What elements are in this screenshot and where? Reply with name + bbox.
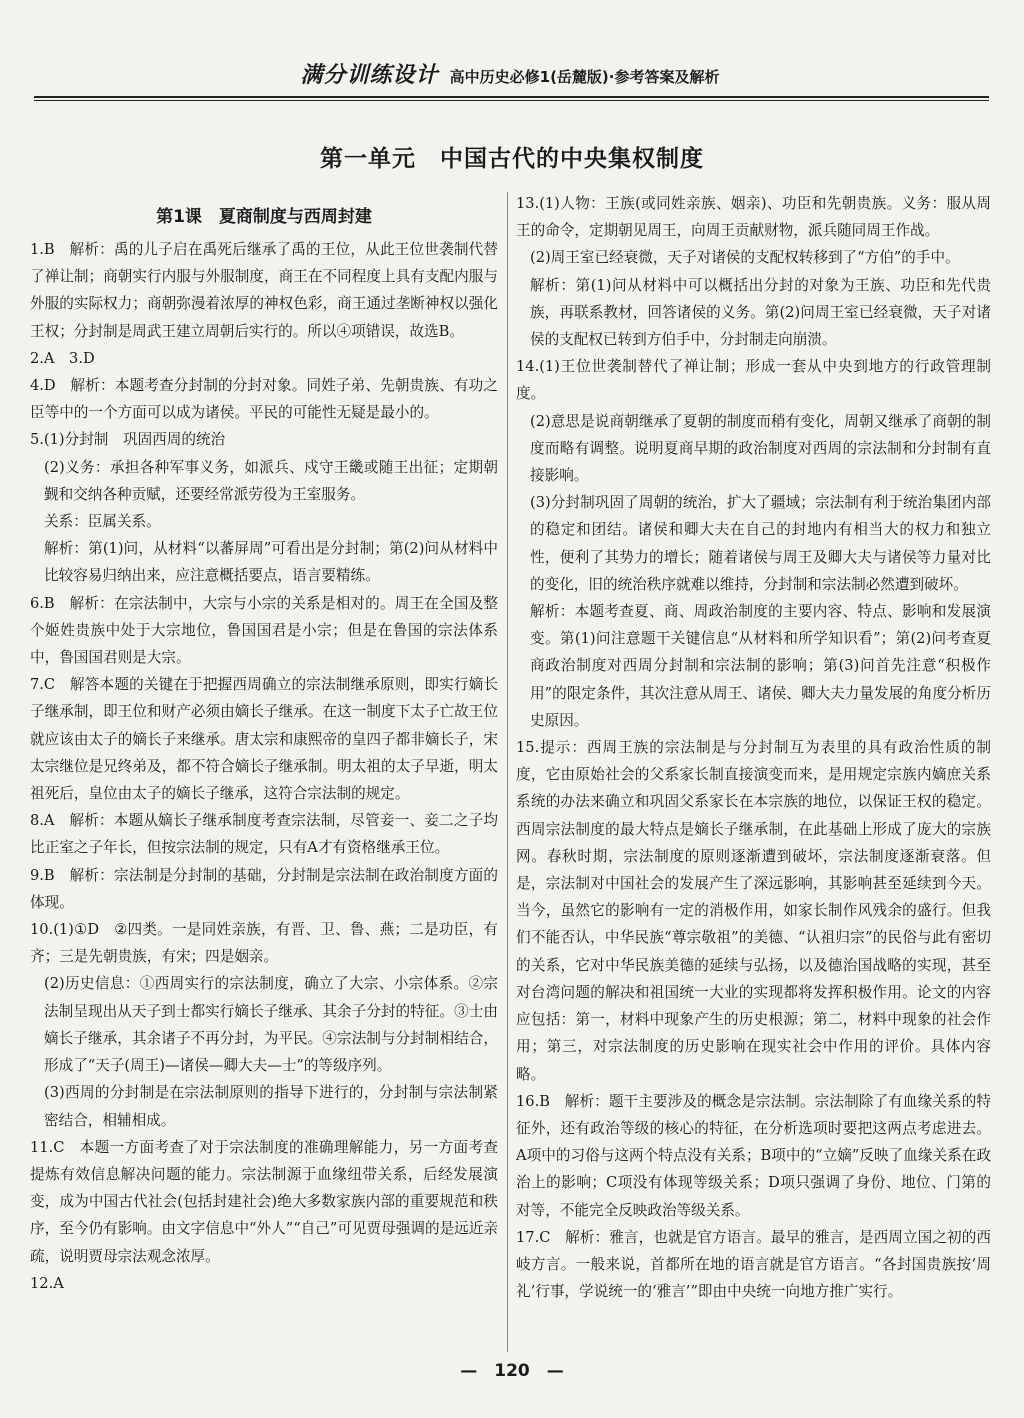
running-header <box>30 58 990 98</box>
unit-title: 第一单元 中国古代的中央集权制度 <box>320 146 704 172</box>
answer-item <box>516 190 991 353</box>
right-column <box>516 190 991 1305</box>
answer-paragraph: 14.(1)王位世袭制替代了禅让制；形成一套从中央到地方的行政管理制度。 <box>516 358 991 403</box>
answer-paragraph: 12.A <box>30 1274 64 1292</box>
answer-paragraph: 15.提示：西周王族的宗法制是与分封制互为表里的具有政治性质的制度，它由原始社会的父系家长制直接演变而来，是用规定宗族内嫡庶关系系统的办法来确立和巩固父系家长在本宗族的地位，以保证王权的稳定。西周宗法制度的最大特点是嫡长子继承制，在此基础上形成了庞大的宗族网。春秋时期，宗法制度的原则逐渐遭到破坏，宗法制度逐渐衰落。但是，宗法制对中国社会的发展产生了深远影响，其影响甚至延续到今天。当今，虽然它的影响有一定的消极作用，如家长制作风残余的盛行。但我们不能否认，中华民族“尊宗敬祖”的美德、“认祖归宗”的民俗与此有密切的关系，它对中华民族美德的延续与弘扬，以及德治国战略的实现，甚至对台湾问题的解决和祖国统一大业的实现都将发挥积极作用。论文的内容应包括：第一，材料中现象产生的历史根源；第二，材料中现象的社会作用；第三，对宗法制度的历史影响在现实社会中作用的评价。具体内容略。 <box>516 739 991 1083</box>
answer-paragraph: 9.B 解析：宗法制是分封制的基础，分封制是宗法制在政治制度方面的体现。 <box>30 866 498 911</box>
column-divider <box>507 192 508 1352</box>
answer-paragraph: 10.(1)①D ②四类。一是同姓亲族，有晋、卫、鲁、燕；二是功臣，有齐；三是先朝贵族，有宋；四是姻亲。 <box>30 921 498 966</box>
answer-paragraph: 11.C 本题一方面考查了对于宗法制度的准确理解能力，另一方面考查提炼有效信息解决问题的能力。宗法制源于血缘纽带关系，后经发展演变，成为中国古代社会(包括封建社会)绝大多数家族内部的重要规范和秩序，至今仍有影响。由文字信息中“外人”“自己”可见贾母强调的是远近亲疏，说明贾母宗法观念浓厚。 <box>30 1138 498 1265</box>
answer-item <box>30 807 498 861</box>
answer-item <box>30 345 498 372</box>
left-answer-list <box>30 236 498 1297</box>
right-answer-list <box>516 190 991 1305</box>
answer-paragraph: 2.A 3.D <box>30 349 95 367</box>
answer-item <box>30 671 498 807</box>
answer-paragraph: (2)意思是说商朝继承了夏朝的制度而稍有变化，周朝又继承了商朝的制度而略有调整。说明夏商早期的政治制度对西周的宗法制和分封制有直接影响。 <box>530 412 991 485</box>
answer-paragraph: 13.(1)人物：王族(或同姓亲族、姻亲)、功臣和先朝贵族。义务：服从周王的命令，定期朝见周王，向周王贡献财物，派兵随同周王作战。 <box>516 195 991 240</box>
lesson-title: 第1课 夏商制度与西周封建 <box>156 207 372 227</box>
answer-item <box>30 862 498 916</box>
answer-paragraph: 6.B 解析：在宗法制中，大宗与小宗的关系是相对的。周王在全国及整个姬姓贵族中处于大宗地位，鲁国国君是小宗；但是在鲁国的宗法体系中，鲁国国君则是大宗。 <box>30 594 498 667</box>
answer-item <box>516 734 991 1088</box>
answer-paragraph: 关系：臣属关系。 <box>44 513 161 531</box>
answer-item <box>30 426 498 589</box>
header-rule <box>34 96 989 101</box>
answer-item <box>30 590 498 672</box>
answer-item <box>30 236 498 345</box>
answer-item <box>516 1088 991 1224</box>
answer-paragraph: 5.(1)分封制 巩固西周的统治 <box>30 431 226 449</box>
brand-title: 满分训练设计 <box>300 63 439 88</box>
answer-paragraph: (2)周王室已经衰微，天子对诸侯的支配权转移到了“方伯”的手中。 <box>530 249 960 267</box>
answer-item <box>30 916 498 1134</box>
book-subtitle: 高中历史必修1(岳麓版)·参考答案及解析 <box>449 68 720 86</box>
page-number: — 120 — <box>460 1361 564 1381</box>
answer-paragraph: 1.B 解析：禹的儿子启在禹死后继承了禹的王位，从此王位世袭制代替了禅让制；商朝实行内服与外服制度，商王在不同程度上具有支配内服与外服的实际权力；商朝弥漫着浓厚的神权色彩，商王通过垄断神权以强化王权；分封制是周武王建立周朝后实行的。所以④项错误，故选B。 <box>30 241 498 340</box>
answer-item <box>30 1134 498 1270</box>
answer-paragraph: (2)义务：承担各种军事义务，如派兵、戍守王畿或随王出征；定期朝觐和交纳各种贡赋，还要经常派劳役为王室服务。 <box>44 458 498 503</box>
answer-paragraph: (3)西周的分封制是在宗法制原则的指导下进行的，分封制与宗法制紧密结合，相辅相成。 <box>44 1084 498 1129</box>
answer-item <box>516 353 991 734</box>
answer-paragraph: (3)分封制巩固了周朝的统治，扩大了疆域；宗法制有利于统治集团内部的稳定和团结。诸侯和卿大夫在自己的封地内有相当大的权力和独立性，便利了其势力的增长；随着诸侯与周王及卿大夫与诸侯等力量对比的变化，旧的统治秩序就难以维持，分封制和宗法制必然遭到破坏。 <box>530 494 991 593</box>
answer-paragraph: 8.A 解析：本题从嫡长子继承制度考查宗法制，尽管妾一、妾二之子均比正室之子年长，但按宗法制的规定，只有A才有资格继承王位。 <box>30 812 498 857</box>
answer-paragraph: 解析：本题考查夏、商、周政治制度的主要内容、特点、影响和发展演变。第(1)问注意题干关键信息“从材料和所学知识看”；第(2)问考查夏商政治制度对西周分封制和宗法制的影响；第(3)问首先注意“积极作用”的限定条件，其次注意从周王、诸侯、卿大夫力量发展的角度分析历史原因。 <box>530 603 991 729</box>
left-column <box>30 196 498 1297</box>
answer-paragraph: 解析：第(1)问，从材料“以蕃屏周”可看出是分封制；第(2)问从材料中比较容易归纳出来，应注意概括要点，语言要精练。 <box>44 540 498 585</box>
answer-paragraph: 7.C 解答本题的关键在于把握西周确立的宗法制继承原则，即实行嫡长子继承制，即王位和财产必须由嫡长子继承。在这一制度下太子亡故王位就应该由太子的嫡长子来继承。唐太宗和康熙帝的皇四子都非嫡长子，宋太宗继位是兄终弟及，都不符合嫡长子继承制。明太祖的太子早逝，明太祖死后，皇位由太子的嫡长子继承，这符合宗法制的规定。 <box>30 676 498 803</box>
answer-paragraph: 17.C 解析：雅言，也就是官方语言。最早的雅言，是西周立国之初的西岐方言。一般来说，首都所在地的语言就是官方语言。“各封国贵族按‘周礼’行事，学说统一的‘雅言’”即由中央统一向地方推广实行。 <box>516 1228 991 1301</box>
answer-paragraph: 4.D 解析：本题考查分封制的分封对象。同姓子弟、先朝贵族、有功之臣等中的一个方面可以成为诸侯。平民的可能性无疑是最小的。 <box>30 377 498 422</box>
answer-paragraph: 解析：第(1)问从材料中可以概括出分封的对象为王族、功臣和先代贵族，再联系教材，回答诸侯的义务。第(2)问周王室已经衰微，天子对诸侯的支配权已转到方伯手中，分封制走向崩溃。 <box>530 276 991 349</box>
answer-paragraph: (2)历史信息：①西周实行的宗法制度，确立了大宗、小宗体系。②宗法制呈现出从天子到士都实行嫡长子继承、其余子分封的特征。③士由嫡长子继承，其余诸子不再分封，为平民。④宗法制与分封制相结合，形成了“天子(周王)—诸侯—卿大夫—士”的等级序列。 <box>44 975 498 1075</box>
answer-item <box>30 1270 498 1297</box>
answer-item <box>516 1224 991 1306</box>
answer-paragraph: 16.B 解析：题干主要涉及的概念是宗法制。宗法制除了有血缘关系的特征外，还有政治等级的核心的特征，在分析选项时要把这两点考虑进去。A项中的习俗与这两个特点没有关系；B项中的“立嫡”反映了血缘关系在政治上的影响；C项没有体现等级关系；D项只强调了身份、地位、门第的对等，不能完全反映政治等级关系。 <box>516 1092 991 1219</box>
answer-item <box>30 372 498 426</box>
